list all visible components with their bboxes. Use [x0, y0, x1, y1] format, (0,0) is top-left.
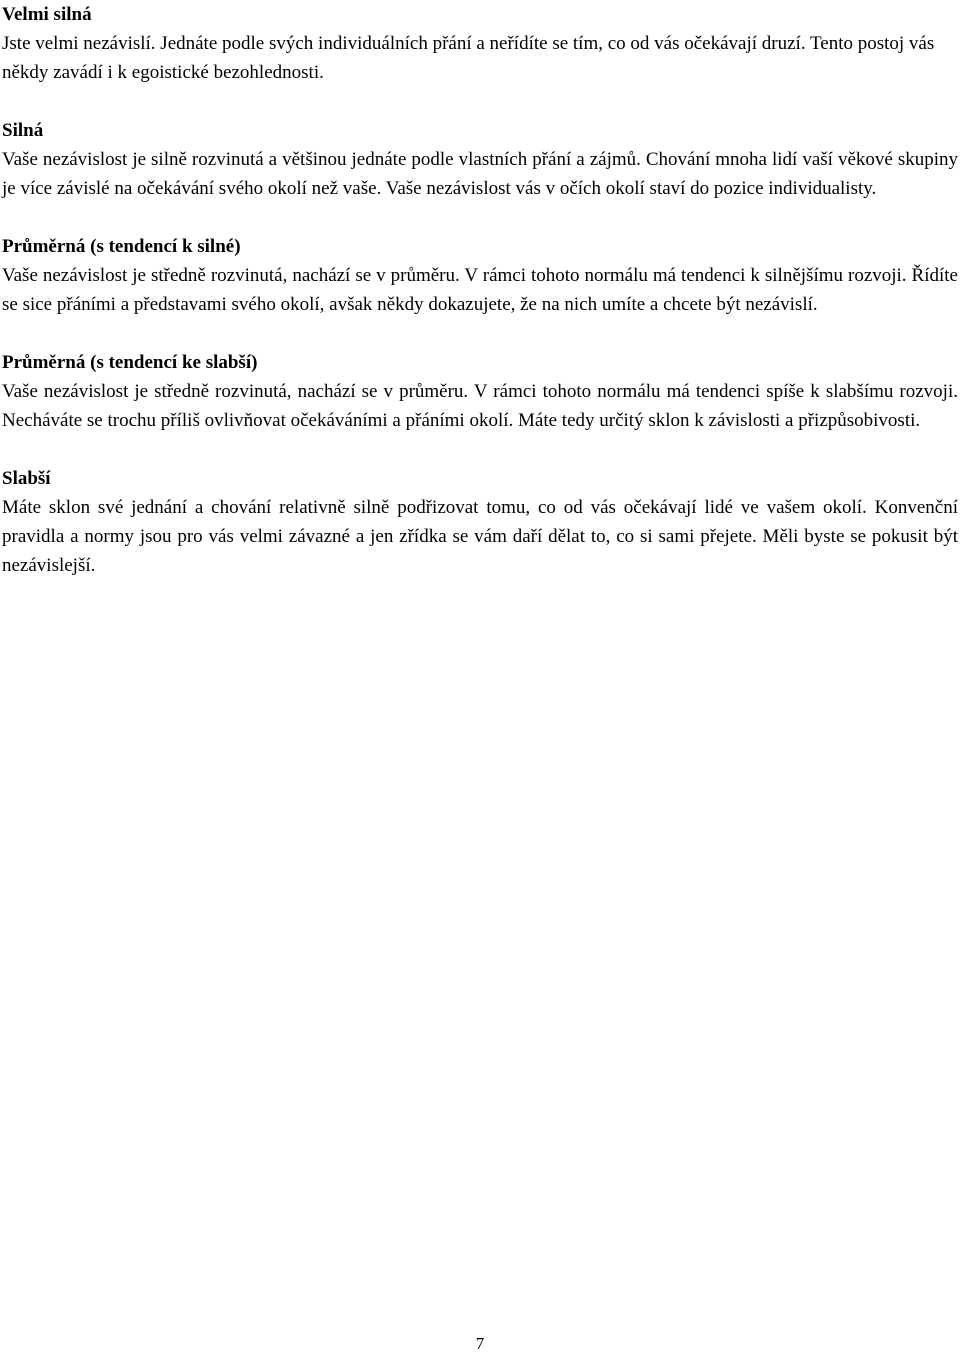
section-heading: Průměrná (s tendencí k silné) [2, 236, 241, 257]
section-paragraph: Vaše nezávislost je středně rozvinutá, nachází se v průměru. V rámci tohoto normálu má tendenci spíše k slabšímu rozvoji. Necháváte se trochu příliš ovlivňovat očekáváními a přáními okolí. Máte tedy určitý sklon k závislosti a přizpůsobivosti. [2, 381, 958, 431]
section-heading: Silná [2, 120, 44, 141]
section-heading: Průměrná (s tendencí ke slabší) [2, 352, 258, 373]
section-slabsi [2, 464, 958, 580]
section-heading: Slabší [2, 468, 51, 489]
section-prumerna-ke-slabsi [2, 348, 958, 435]
page-number: 7 [475, 1334, 485, 1353]
section-silna [2, 116, 958, 203]
section-paragraph: Vaše nezávislost je středně rozvinutá, nachází se v průměru. V rámci tohoto normálu má tendenci k silnějšímu rozvoji. Řídíte se sice přáními a představami svého okolí, avšak někdy dokazujete, že na nich umíte a chcete být nezávislí. [2, 265, 958, 315]
section-paragraph: Jste velmi nezávislí. Jednáte podle svých individuálních přání a neřídíte se tím, co od vás očekávají druzí. Tento postoj vás někdy zavádí i k egoistické bezohlednosti. [2, 33, 935, 83]
section-heading: Velmi silná [2, 4, 92, 25]
section-velmi-silna [2, 0, 958, 87]
section-prumerna-k-silne [2, 232, 958, 319]
document-content [2, 0, 958, 609]
section-paragraph: Vaše nezávislost je silně rozvinutá a většinou jednáte podle vlastních přání a zájmů. Chování mnoha lidí vaší věkové skupiny je více závislé na očekávání svého okolí než vaše. Vaše nezávislost vás v očích okolí staví do pozice individualisty. [2, 149, 958, 199]
section-paragraph: Máte sklon své jednání a chování relativně silně podřizovat tomu, co od vás očekávají lidé ve vašem okolí. Konvenční pravidla a normy jsou pro vás velmi závazné a jen zřídka se vám daří dělat to, co si sami přejete. Měli byste se pokusit být nezávislejší. [2, 497, 958, 576]
